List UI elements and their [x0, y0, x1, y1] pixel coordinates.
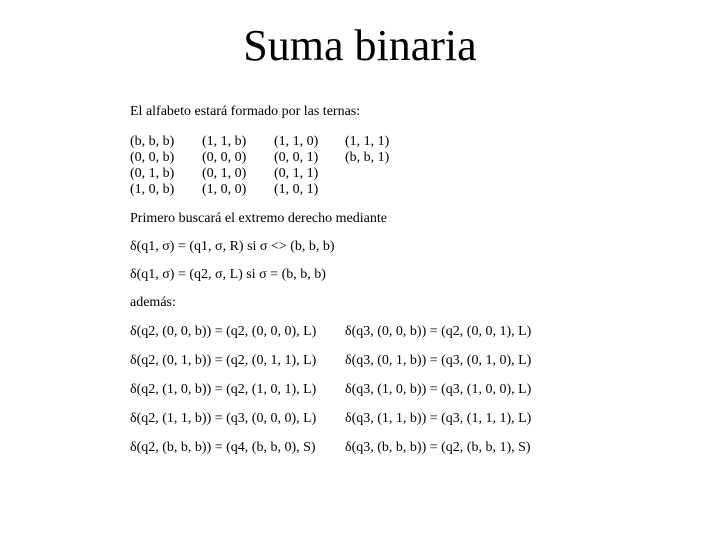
- rule-line: δ(q1, σ) = (q2, σ, L) si σ = (b, b, b): [130, 267, 326, 282]
- slide-title: Suma binaria: [243, 21, 477, 70]
- transition-q2: δ(q2, (0, 1, b)) = (q2, (0, 1, 1), L): [130, 353, 317, 368]
- slide-body: [130, 104, 531, 469]
- transition-row: [130, 440, 531, 456]
- ternas-column: [130, 134, 202, 198]
- transition-q3: δ(q3, (b, b, b)) = (q2, (b, b, 1), S): [345, 440, 531, 455]
- ternas-column: [274, 134, 345, 198]
- terna: (1, 0, b): [130, 182, 175, 197]
- transition-q3: δ(q3, (0, 0, b)) = (q2, (0, 0, 1), L): [345, 324, 532, 339]
- terna: (1, 1, b): [202, 134, 247, 149]
- terna: (1, 0, 1): [274, 182, 319, 197]
- intro-text: El alfabeto estará formado por las ternas:: [130, 104, 361, 119]
- transition-q2: δ(q2, (1, 0, b)) = (q2, (1, 0, 1), L): [130, 382, 317, 397]
- transition-q2: δ(q2, (1, 1, b)) = (q3, (0, 0, 0), L): [130, 411, 317, 426]
- terna: (b, b, b): [130, 134, 175, 149]
- ademas-text: además:: [130, 295, 176, 310]
- transition-q3: δ(q3, (0, 1, b)) = (q3, (0, 1, 0), L): [345, 353, 532, 368]
- terna: (0, 0, 0): [202, 150, 247, 165]
- transition-q2: δ(q2, (b, b, b)) = (q4, (b, b, 0), S): [130, 440, 316, 455]
- terna: (0, 0, b): [130, 150, 175, 165]
- ternas-grid: [130, 134, 531, 198]
- terna: (1, 1, 1): [345, 134, 390, 149]
- terna: (0, 1, 1): [274, 166, 319, 181]
- ternas-column: [345, 134, 415, 198]
- transition-row: [130, 382, 531, 398]
- transition-q3: δ(q3, (1, 0, b)) = (q3, (1, 0, 0), L): [345, 382, 532, 397]
- primero-text: Primero buscará el extremo derecho mediante: [130, 211, 387, 226]
- terna: (b, b, 1): [345, 150, 390, 165]
- terna: (0, 0, 1): [274, 150, 319, 165]
- transition-q2: δ(q2, (0, 0, b)) = (q2, (0, 0, 0), L): [130, 324, 317, 339]
- transition-row: [130, 324, 531, 340]
- transition-q3: δ(q3, (1, 1, b)) = (q3, (1, 1, 1), L): [345, 411, 532, 426]
- terna: (1, 1, 0): [274, 134, 319, 149]
- terna: (0, 1, b): [130, 166, 175, 181]
- ternas-column: [202, 134, 274, 198]
- terna: (0, 1, 0): [202, 166, 247, 181]
- transition-row: [130, 353, 531, 369]
- transition-row: [130, 411, 531, 427]
- rule-line: δ(q1, σ) = (q1, σ, R) si σ <> (b, b, b): [130, 239, 335, 254]
- terna: (1, 0, 0): [202, 182, 247, 197]
